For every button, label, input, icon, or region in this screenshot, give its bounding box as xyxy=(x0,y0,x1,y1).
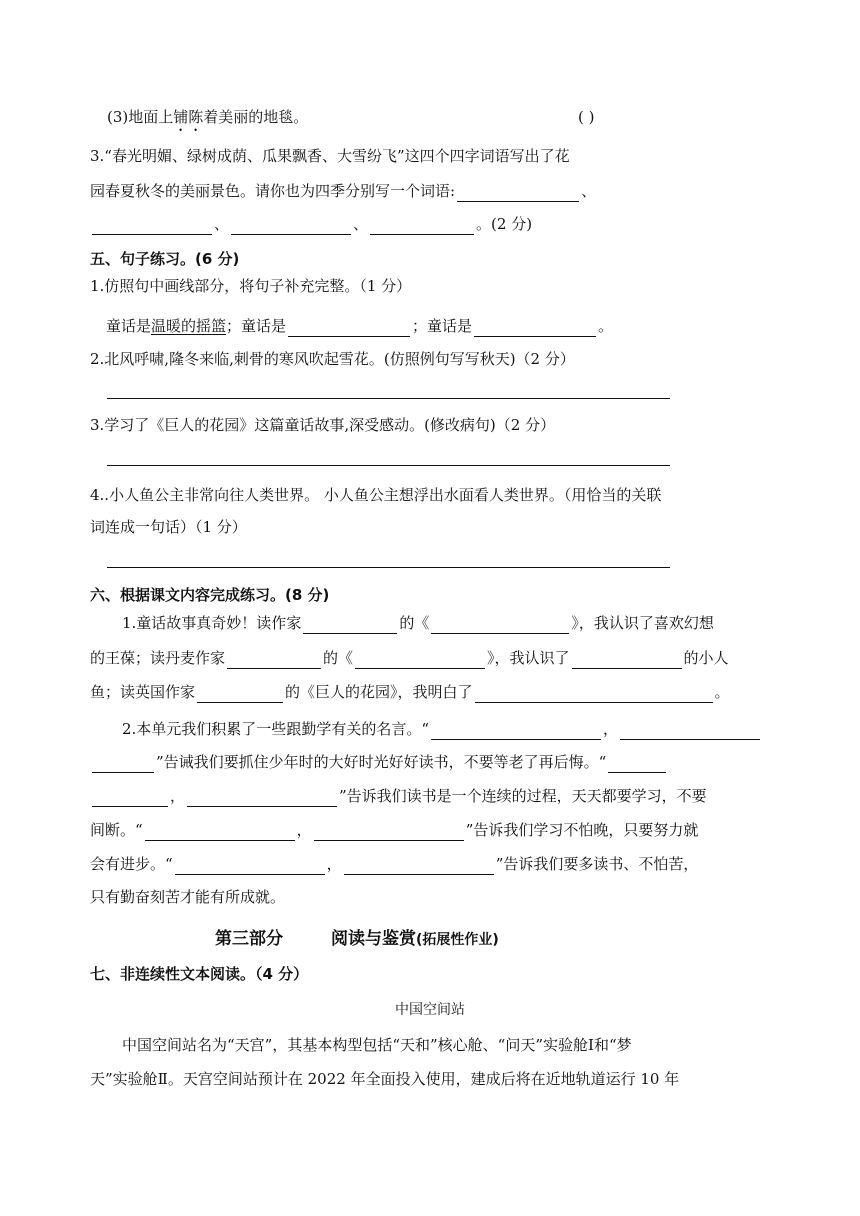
section-5-title: 五、句子练习。(6 分) xyxy=(90,250,240,268)
answer-blank[interactable] xyxy=(92,790,168,807)
article-para-line2: 天”实验舱Ⅱ。天宫空间站预计在 2022 年全面投入使用，建成后将在近地轨道运行 10 年 xyxy=(90,1070,680,1088)
article-para-line1: 中国空间站名为“天宫”，其基本构型包括“天和”核心舱、“问天”实验舱Ⅰ和“梦 xyxy=(122,1036,632,1054)
answer-line[interactable] xyxy=(107,465,670,466)
s5-q4-line2: 词连成一句话）（1 分） xyxy=(90,518,247,536)
dotted-word: 铺陈 xyxy=(173,108,204,126)
answer-blank[interactable] xyxy=(431,617,569,634)
answer-blank[interactable] xyxy=(608,756,666,773)
answer-blank[interactable] xyxy=(231,218,351,235)
answer-blank[interactable] xyxy=(92,756,154,773)
s5-q1: 1.仿照句中画线部分，将句子补充完整。（1 分） xyxy=(90,277,412,295)
answer-blank[interactable] xyxy=(175,858,325,875)
q4-item3: (3)地面上铺陈着美丽的地毯。 xyxy=(107,108,309,126)
answer-blank[interactable] xyxy=(92,218,212,235)
answer-blank[interactable] xyxy=(475,686,713,703)
answer-blank[interactable] xyxy=(572,652,682,669)
part3-heading: 第三部分 阅读与鉴赏(拓展性作业) xyxy=(215,929,499,949)
s6-q2-line3: ， ”告诉我们读书是一个连续的过程，天天都要学习，不要 xyxy=(90,785,707,807)
answer-blank[interactable] xyxy=(370,218,474,235)
s5-q4-line1: 4..小人鱼公主非常向往人类世界。 小人鱼公主想浮出水面看人类世界。（用恰当的关联 xyxy=(90,486,662,504)
s6-q2-line5: 会有进步。“ ， ”告诉我们要多读书、不怕苦， xyxy=(90,855,699,873)
section-6-title: 六、根据课文内容完成练习。(8 分) xyxy=(90,586,330,604)
s6-q2-line2: ”告诫我们要抓住少年时的大好时光好好读书，不要等老了再后悔。“ xyxy=(90,751,668,773)
s6-q2-line1: 2.本单元我们积累了一些跟勤学有关的名言。“ ， xyxy=(122,718,762,740)
section-7-title: 七、非连续性文本阅读。（4 分） xyxy=(90,965,309,983)
answer-blank[interactable] xyxy=(620,723,760,740)
article-title: 中国空间站 xyxy=(395,1002,465,1018)
answer-blank[interactable] xyxy=(355,652,485,669)
q4-3-line2: 园春夏秋冬的美丽景色。请你也为四季分别写一个词语: 、 xyxy=(90,182,597,200)
s5-q1-example: 童话是温暖的摇篮；童话是 ；童话是 。 xyxy=(106,317,614,335)
answer-blank[interactable] xyxy=(474,320,596,337)
s5-q3: 3.学习了《巨人的花园》这篇童话故事,深受感动。(修改病句)（2 分） xyxy=(90,416,556,434)
answer-blank[interactable] xyxy=(145,824,295,841)
answer-blank[interactable] xyxy=(187,790,337,807)
answer-blank[interactable] xyxy=(303,617,397,634)
s6-q1-line2: 的王葆；读丹麦作家 的《 》，我认识了 的小人 xyxy=(90,649,729,667)
answer-blank[interactable] xyxy=(457,185,579,202)
q4-3-line1: 3.“春光明媚、绿树成荫、瓜果飘香、大雪纷飞”这四个四字词语写出了花 xyxy=(90,147,570,165)
s5-q2: 2.北风呼啸,隆冬来临,刺骨的寒风吹起雪花。(仿照例句写写秋天)（2 分） xyxy=(90,350,575,368)
s6-q2-line4: 间断。“ ， ”告诉我们学习不怕晚，只要努力就 xyxy=(90,821,699,839)
answer-blank[interactable] xyxy=(431,723,601,740)
answer-blank[interactable] xyxy=(197,686,283,703)
s6-q1-line3: 鱼；读英国作家 的《巨人的花园》，我明白了 。 xyxy=(90,683,730,701)
answer-line[interactable] xyxy=(107,398,670,399)
q4-3-line3: 、 、 。(2 分) xyxy=(90,213,532,235)
answer-blank[interactable] xyxy=(227,652,321,669)
s6-q1-line1: 1.童话故事真奇妙！读作家 的《 》，我认识了喜欢幻想 xyxy=(122,614,714,632)
answer-paren: ( ) xyxy=(578,108,595,126)
answer-blank[interactable] xyxy=(344,858,494,875)
answer-line[interactable] xyxy=(107,567,670,568)
answer-blank[interactable] xyxy=(288,320,410,337)
answer-blank[interactable] xyxy=(314,824,464,841)
s6-q2-line6: 只有勤奋刻苦才能有所成就。 xyxy=(90,888,286,906)
